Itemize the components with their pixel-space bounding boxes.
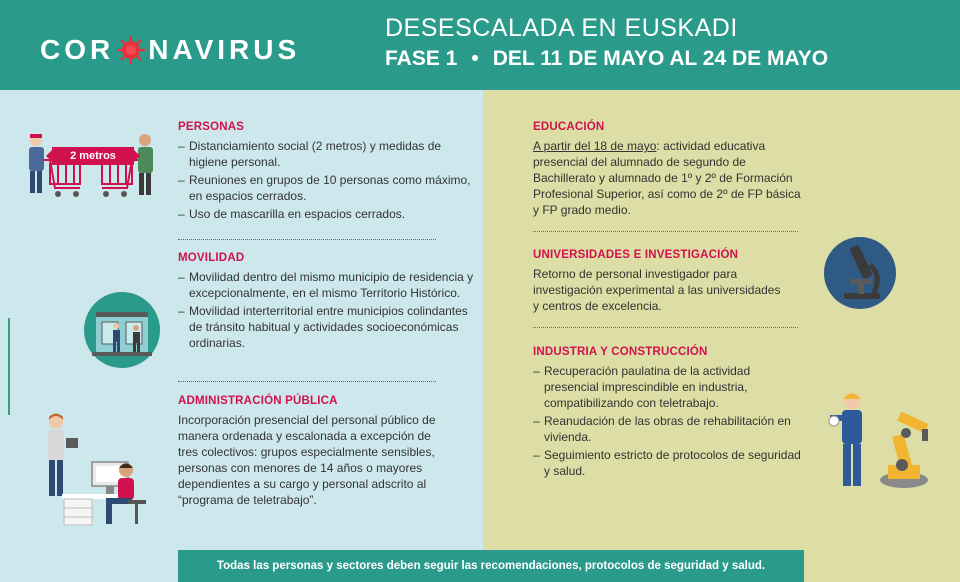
section-text-administracion: Incorporación presencial del personal público de manera ordenada y escalonada a excepción de tres colectivos: grupos especialmente sensibles, personas con menores de 14 años o mayores dependientes a su cargo y personal adscrito al “programa de teletrabajo”. — [178, 413, 436, 507]
shopping-carts-icon — [22, 130, 162, 220]
section-title-universidades: UNIVERSIDADES E INVESTIGACIÓN — [533, 249, 739, 261]
list-item: – Seguimiento estricto de protocolos de seguridad y salud. — [533, 448, 801, 478]
phase-label: FASE 1 — [385, 47, 458, 70]
section-universidades — [533, 249, 785, 314]
list-item: – Movilidad dentro del mismo municipio de residencia y excepcionalmente, en el mismo Territorio Histórico. — [178, 270, 474, 300]
list-item: – Reanudación de las obras de rehabilitación en vivienda. — [533, 414, 791, 444]
divider — [178, 239, 436, 240]
edge-divider — [0, 318, 10, 415]
divider — [533, 231, 798, 232]
industrial-robot-icon — [826, 385, 934, 495]
section-industria — [533, 346, 808, 481]
section-title-movilidad: MOVILIDAD — [178, 252, 245, 264]
subtitle-separator: • — [471, 47, 479, 70]
section-educacion — [533, 121, 803, 218]
public-transport-icon — [82, 290, 162, 370]
list-item: – Recuperación paulatina de la actividad presencial imprescindible en industria, compatibilizando con teletrabajo. — [533, 364, 751, 410]
footer-text: Todas las personas y sectores deben seguir las recomendaciones, protocolos de seguridad y salud. — [216, 560, 766, 572]
divider — [178, 381, 436, 382]
logo-text-right: NAVIRUS — [148, 34, 301, 65]
list-item: – Distanciamiento social (2 metros) y medidas de higiene personal. — [178, 139, 442, 169]
divider — [533, 327, 798, 328]
microscope-icon — [822, 235, 898, 311]
section-personas — [178, 121, 478, 224]
logo-text-left: COR — [40, 34, 115, 65]
date-range: DEL 11 DE MAYO AL 24 DE MAYO — [492, 47, 829, 70]
section-title-educacion: EDUCACIÓN — [533, 121, 605, 133]
section-movilidad — [178, 252, 478, 353]
list-item: – Uso de mascarilla en espacios cerrados. — [178, 207, 406, 221]
date-highlight: A partir del 18 de mayo — [533, 139, 657, 153]
list-item: – Reuniones en grupos de 10 personas como máximo, en espacios cerrados. — [178, 173, 471, 203]
section-title-industria: INDUSTRIA Y CONSTRUCCIÓN — [533, 346, 708, 358]
footer-banner — [178, 550, 804, 582]
office-workers-icon — [40, 412, 150, 537]
section-administracion — [178, 395, 436, 508]
virus-icon — [116, 35, 146, 65]
header-banner — [0, 0, 960, 90]
section-title-personas: PERSONAS — [178, 121, 245, 133]
distance-badge: 2 metros — [70, 150, 116, 162]
list-item: – Movilidad interterritorial entre municipios colindantes de tránsito habitual y actividades socioeconómicas ordinarias. — [178, 304, 468, 350]
phase-subtitle — [385, 47, 828, 71]
section-title-administracion: ADMINISTRACIÓN PÚBLICA — [178, 395, 338, 407]
coronavirus-logo — [40, 34, 300, 66]
section-text-universidades: Retorno de personal investigador para investigación experimental a las universidades y centros de excelencia. — [533, 267, 781, 313]
section-text-educacion: A partir del 18 de mayo: actividad educativa presencial del alumnado de segundo de Bachillerato y alumnado de 1º y 2º de Formación Profesional Superior, así como de 2º de FP básica y FP grado medio. — [533, 139, 801, 217]
page-title: DESESCALADA EN EUSKADI — [385, 14, 738, 42]
